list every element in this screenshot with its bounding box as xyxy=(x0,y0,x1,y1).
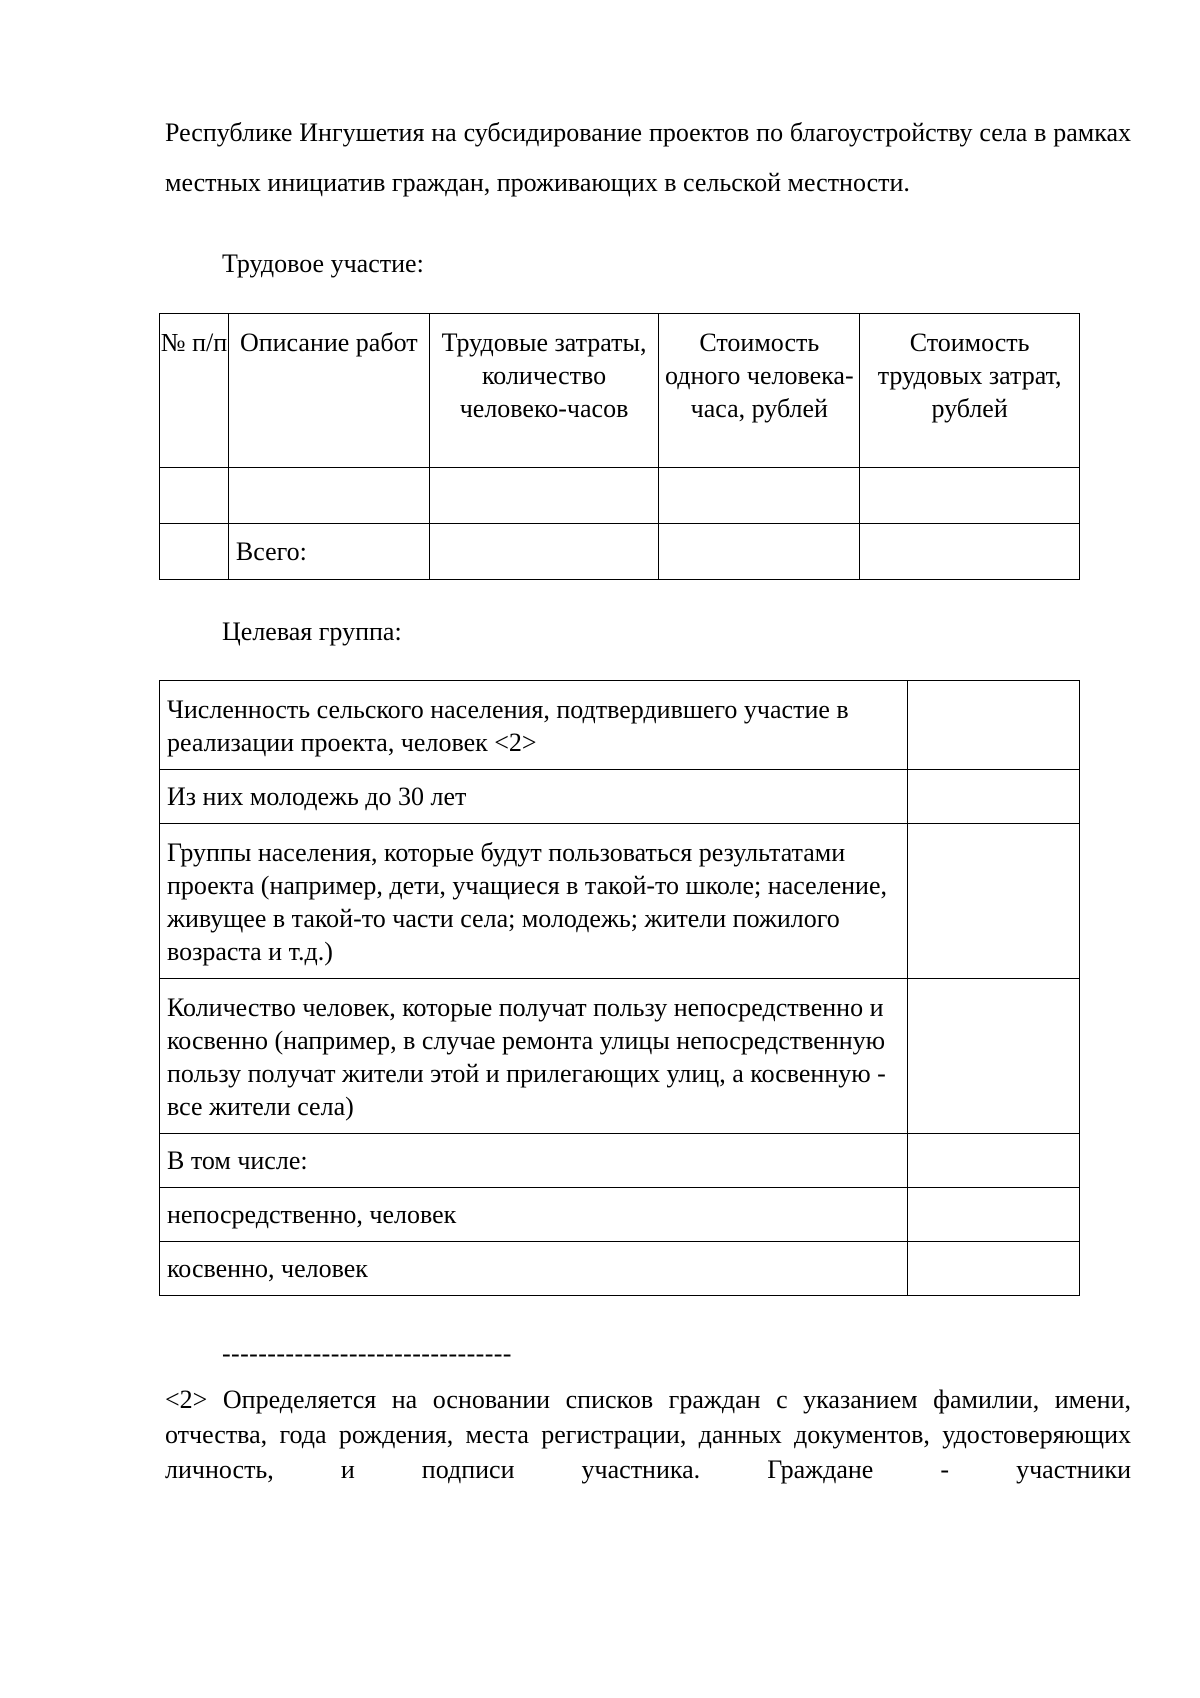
table-row xyxy=(160,1188,1080,1242)
header-hour-cost: Стоимость одного человека-часа, рублей xyxy=(659,314,860,468)
header-total-cost: Стоимость трудовых затрат, рублей xyxy=(860,314,1080,468)
table-row xyxy=(160,681,1080,770)
table-cell xyxy=(908,979,1080,1134)
header-work-description: Описание работ xyxy=(228,314,429,468)
table-cell xyxy=(160,468,229,524)
table-row xyxy=(160,824,1080,979)
table-cell xyxy=(860,524,1080,580)
table-cell xyxy=(160,524,229,580)
labor-table-total-row xyxy=(160,524,1080,580)
row-label-youth: Из них молодежь до 30 лет xyxy=(160,770,908,824)
table-cell xyxy=(429,468,659,524)
table-row xyxy=(160,770,1080,824)
row-label-including: В том числе: xyxy=(160,1134,908,1188)
footnote-divider: -------------------------------- xyxy=(222,1339,512,1368)
row-label-direct: непосредственно, человек xyxy=(160,1188,908,1242)
table-row xyxy=(160,979,1080,1134)
table-row xyxy=(160,1134,1080,1188)
row-label-indirect: косвенно, человек xyxy=(160,1242,908,1296)
row-label-population-groups: Группы населения, которые будут пользоваться результатами проекта (например, дети, учащиеся в такой-то школе; население, живущее в такой-то части села; молодежь; жители пожилого возраста и т.д.) xyxy=(160,824,908,979)
row-label-participants: Численность сельского населения, подтвердившего участие в реализации проекта, человек <2> xyxy=(160,681,908,770)
table-cell xyxy=(908,824,1080,979)
table-cell xyxy=(659,524,860,580)
header-number: № п/п xyxy=(160,314,229,468)
labor-table-row xyxy=(160,468,1080,524)
row-label-beneficiaries: Количество человек, которые получат пользу непосредственно и косвенно (например, в случае ремонта улицы непосредственную пользу получат жители этой и прилегающих улиц, а косвенную - все жители села) xyxy=(160,979,908,1134)
table-cell xyxy=(228,468,429,524)
table-cell xyxy=(908,1188,1080,1242)
table-cell xyxy=(659,468,860,524)
table-cell xyxy=(429,524,659,580)
footnote-text: <2> Определяется на основании списков граждан с указанием фамилии, имени, отчества, года рождения, места регистрации, данных документов, удостоверяющих личность, и подписи участника. Граждане - участники xyxy=(165,1385,1131,1484)
target-section-label: Целевая группа: xyxy=(222,617,402,646)
table-cell xyxy=(908,1242,1080,1296)
table-cell xyxy=(860,468,1080,524)
total-label: Всего: xyxy=(228,524,429,580)
table-cell xyxy=(908,681,1080,770)
labor-section-label: Трудовое участие: xyxy=(222,249,424,278)
intro-paragraph: Республике Ингушетия на субсидирование проектов по благоустройству села в рамках местных инициатив граждан, проживающих в сельской местности. xyxy=(165,118,1131,197)
table-row xyxy=(160,1242,1080,1296)
header-labor-hours: Трудовые затраты, количество человеко-часов xyxy=(429,314,659,468)
table-cell xyxy=(908,770,1080,824)
target-group-table xyxy=(159,680,1080,1296)
labor-table xyxy=(159,313,1080,580)
table-cell xyxy=(908,1134,1080,1188)
labor-table-header-row xyxy=(160,314,1080,468)
